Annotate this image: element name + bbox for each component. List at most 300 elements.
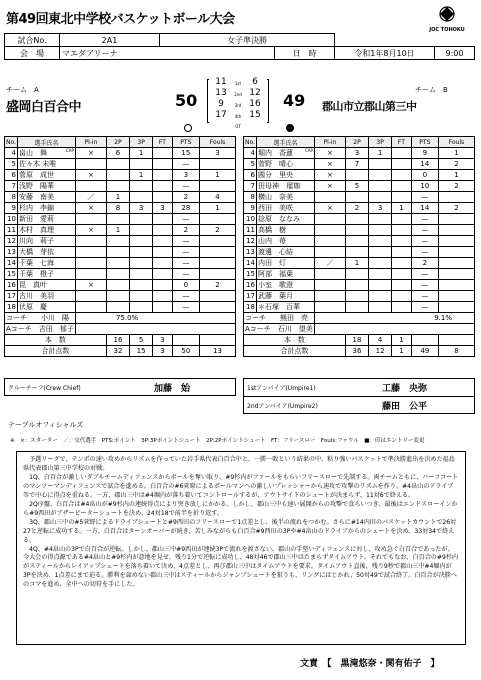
player-no: 17 <box>5 291 18 302</box>
player-ft <box>153 225 172 236</box>
player-pin <box>314 269 345 280</box>
b-s3: 12 <box>369 346 392 357</box>
player-name <box>17 214 75 225</box>
player-no: 14 <box>5 258 18 269</box>
datetime-label: 日 時 <box>275 47 335 60</box>
player-name-text: 阿部 福葉 <box>257 270 293 278</box>
player-fouls <box>200 159 236 170</box>
player-ft <box>392 269 411 280</box>
game-report <box>16 451 466 645</box>
player-fouls: 2 <box>439 203 475 214</box>
player-no: 12 <box>5 236 18 247</box>
player-name <box>256 280 314 291</box>
player-pts: — <box>411 214 438 225</box>
player-ft <box>153 247 172 258</box>
player-name <box>256 214 314 225</box>
player-two <box>345 192 368 203</box>
player-fouls: 2 <box>200 280 236 291</box>
player-no: 11 <box>244 225 257 236</box>
player-no: 6 <box>244 170 257 181</box>
col-pts: PTS <box>411 137 438 148</box>
game-no: 2A1 <box>60 34 160 47</box>
player-pin <box>314 236 345 247</box>
player-three <box>369 225 392 236</box>
a-s3: 15 <box>130 346 153 357</box>
player-fouls: 2 <box>200 225 236 236</box>
player-pin <box>75 159 106 170</box>
report-paragraph: 2Q序盤、白百合は#4畠山が#9杉内の連続得点により突き放しにかかる。しかし、郡山三中も速い展開からの攻撃で食らいつき、最後はエンドスローインから#9西田がブザービーターシュートを決め、24対18で前半を折り返す。 <box>23 500 458 517</box>
player-three <box>369 269 392 280</box>
player-name-text: 武藤 葉月 <box>257 292 293 300</box>
player-name-text: 横山 奈美 <box>257 193 293 201</box>
player-pts: 0 <box>172 280 199 291</box>
player-name <box>256 181 314 192</box>
team-a-score: 50 <box>175 91 198 110</box>
team-a-player-row <box>5 225 236 236</box>
team-a-player-row <box>5 214 236 225</box>
player-name <box>256 225 314 236</box>
player-ft <box>153 214 172 225</box>
player-name <box>17 258 75 269</box>
player-pin: ／ <box>75 192 106 203</box>
player-name <box>256 258 314 269</box>
player-name <box>256 192 314 203</box>
umpire2-label: 2ndアンパイア(Umpire2) <box>247 403 318 410</box>
col-pts: PTS <box>172 137 199 148</box>
acoach-a-name: 吉田 郁子 <box>38 325 74 333</box>
player-pin <box>314 291 345 302</box>
player-fouls <box>200 181 236 192</box>
player-name <box>17 280 75 291</box>
q2-a: 13 <box>215 88 227 98</box>
player-pts: 15 <box>172 148 199 159</box>
player-pts: — <box>172 258 199 269</box>
team-b-player-row <box>244 247 475 258</box>
player-name-text: 木村 真理 <box>18 226 54 234</box>
b-sum-label: 合計点数 <box>244 346 346 357</box>
a-sfouls: 13 <box>200 346 236 357</box>
player-three <box>369 214 392 225</box>
team-b-name: 郡山市立郡山第三中 <box>322 100 417 113</box>
quarter-scores <box>201 77 276 134</box>
team-b-player-row <box>244 225 475 236</box>
player-pin: × <box>314 148 345 159</box>
player-no: 13 <box>5 247 18 258</box>
player-name-text: 田母神 瑠珈 <box>257 182 300 190</box>
player-three <box>130 258 153 269</box>
player-pin: × <box>75 225 106 236</box>
player-ft <box>153 269 172 280</box>
player-three <box>369 302 392 313</box>
player-ft <box>153 170 172 181</box>
col-ft: FT <box>153 137 172 148</box>
legend: ※ ×：スターター ／：交代選手 PTS:ポイント 3P:3Pポイントシュート 2P:2Pポイントシュート FT：フリースロー Fouls:ファウル ■：印はエントリー変更 <box>10 438 425 444</box>
player-no: 13 <box>244 247 257 258</box>
player-fouls <box>200 258 236 269</box>
report-paragraph: 予選リーグで、テンポの速い攻めからリズムを作っていた岩手県代表白百合中と、一勝一敗という結果の中、粘り強いバスケットで準決勝進出を決めた福島県代表郡山第三中学校の対戦。 <box>23 456 455 472</box>
player-ft <box>392 148 411 159</box>
player-two: 5 <box>345 181 368 192</box>
player-name-text: 堀内 香蓮 <box>257 149 293 157</box>
b-sfouls: 8 <box>439 346 475 357</box>
player-name <box>256 159 314 170</box>
team-a-player-row <box>5 291 236 302</box>
team-a-player-row <box>5 280 236 291</box>
player-two <box>106 258 129 269</box>
player-three <box>130 291 153 302</box>
q2-b: 12 <box>249 88 261 98</box>
player-name-text: 川向 莉子 <box>18 237 54 245</box>
b-sft: 1 <box>392 346 411 357</box>
player-two <box>345 170 368 181</box>
player-no: 9 <box>244 203 257 214</box>
player-fouls <box>439 192 475 203</box>
player-two <box>345 247 368 258</box>
player-pts: — <box>172 214 199 225</box>
player-pin: × <box>75 170 106 181</box>
player-ft <box>153 192 172 203</box>
player-pin: × <box>75 148 106 159</box>
player-two: 2 <box>345 203 368 214</box>
player-name <box>17 159 75 170</box>
q3-label: 3rd <box>234 103 242 108</box>
team-a-label: チーム A <box>6 86 39 94</box>
team-b-player-row <box>244 159 475 170</box>
player-two: 1 <box>345 258 368 269</box>
b-h2: 18 <box>345 335 368 346</box>
player-name <box>256 291 314 302</box>
player-pts: — <box>411 192 438 203</box>
player-name <box>256 269 314 280</box>
a-honsu-label: 本 数 <box>5 335 107 346</box>
col-no: No. <box>245 138 255 146</box>
player-three <box>369 192 392 203</box>
player-name-text: 山内 苺 <box>257 237 286 245</box>
team-b-player-row <box>244 203 475 214</box>
crew-chief-name: 加藤 始 <box>154 384 191 394</box>
captain-mark: CAP <box>66 148 74 153</box>
player-two: 1 <box>106 192 129 203</box>
author: 文責 【 黒滝悠奈・関有佑子 】 <box>300 659 440 669</box>
player-name-text: 小室 歌澄 <box>257 281 293 289</box>
player-three <box>130 192 153 203</box>
player-ft: 1 <box>392 203 411 214</box>
col-player: 選手氏名 <box>17 137 75 148</box>
player-ft <box>392 280 411 291</box>
col-pin: Pl-in <box>314 137 345 148</box>
player-name <box>17 170 75 181</box>
player-ft <box>153 302 172 313</box>
col-2p: 2P <box>345 137 368 148</box>
match-info-table <box>4 33 475 60</box>
player-name <box>256 247 314 258</box>
player-three <box>130 181 153 192</box>
player-pin <box>314 280 345 291</box>
player-pts: — <box>172 269 199 280</box>
team-a-player-row <box>5 192 236 203</box>
player-pts: — <box>411 236 438 247</box>
player-name-text: 千葉 橙子 <box>18 270 54 278</box>
player-name-text: 新田 愛莉 <box>18 215 54 223</box>
player-ft <box>153 291 172 302</box>
player-name-text: 佐々木 未唯 <box>18 160 57 168</box>
player-pin <box>75 291 106 302</box>
player-pts: — <box>411 280 438 291</box>
player-fouls <box>439 225 475 236</box>
date: 令和1年8月10日 <box>335 47 435 60</box>
col-fouls: Fouls <box>439 137 475 148</box>
player-ft <box>392 225 411 236</box>
player-pts: 14 <box>411 203 438 214</box>
player-three <box>369 181 392 192</box>
player-two <box>106 269 129 280</box>
a-h2: 16 <box>106 335 129 346</box>
player-pts: — <box>172 302 199 313</box>
player-no: 6 <box>5 170 18 181</box>
player-fouls <box>439 280 475 291</box>
player-fouls: 1 <box>200 203 236 214</box>
player-ft <box>392 302 411 313</box>
player-no: 17 <box>244 291 257 302</box>
player-no: 18 <box>244 302 257 313</box>
col-pin: Pl-in <box>75 137 106 148</box>
q4-b: 15 <box>249 110 261 120</box>
player-two <box>106 170 129 181</box>
player-pts: — <box>411 291 438 302</box>
player-name <box>17 236 75 247</box>
player-name-text: 大橋 芽依 <box>18 248 54 256</box>
q1-a: 11 <box>215 77 227 87</box>
team-b-player-row <box>244 269 475 280</box>
acoach-b-label: Aコーチ <box>245 325 271 333</box>
table-officials-label: テーブルオフィシャルズ <box>8 421 84 429</box>
player-two <box>106 291 129 302</box>
player-two <box>106 181 129 192</box>
player-no: 8 <box>244 192 257 203</box>
venue-label: 会 場 <box>5 47 60 60</box>
player-no: 7 <box>5 181 18 192</box>
q4-a: 17 <box>215 110 227 120</box>
player-name-text: 國分 里央 <box>257 171 293 179</box>
player-fouls: 1 <box>439 148 475 159</box>
col-fouls: Fouls <box>200 137 236 148</box>
player-fouls <box>200 269 236 280</box>
player-pin: × <box>314 181 345 192</box>
tournament-logo <box>422 4 472 34</box>
acoach-a-label: Aコーチ <box>6 325 32 333</box>
player-name-text: 浅野 陽華 <box>18 182 54 190</box>
umpire2-name: 藤田 公平 <box>382 402 428 412</box>
player-pts: 10 <box>411 181 438 192</box>
player-no: 16 <box>244 280 257 291</box>
player-fouls <box>439 247 475 258</box>
player-three <box>130 214 153 225</box>
team-b-player-row <box>244 236 475 247</box>
player-two <box>345 214 368 225</box>
player-three <box>130 159 153 170</box>
player-pin: × <box>75 203 106 214</box>
player-two <box>106 280 129 291</box>
a-hft: 3 <box>153 335 172 346</box>
player-name-text: 昆 真叶 <box>18 281 47 289</box>
player-pts: 28 <box>172 203 199 214</box>
player-name-text: 杉内 李錦 <box>18 204 54 212</box>
player-ft <box>392 214 411 225</box>
player-fouls <box>200 236 236 247</box>
q4-label: 4th <box>234 114 242 119</box>
player-two <box>345 291 368 302</box>
player-no: 11 <box>5 225 18 236</box>
player-no: 7 <box>244 181 257 192</box>
player-pin <box>75 247 106 258</box>
player-name <box>17 181 75 192</box>
report-paragraph: 4Q、#4畠山の3Pで白百合が逆転。しかし、郡山三中#9西田が連続3Pで流れを渡さない。郡山の手堅いディフェンスに対し、攻め急ぐ白百合であったが、今大会の得点源である#4畠山と#9杉内が意地を見せ、残り1分で逆転に成功し、48対46で郡山三中はたまらずタイムアウト。それでもなお、白百合の#9杉内がスティールからレイアップシュートを落ち着いて決め、4点差とし、再び郡山三中はタイムアウトを要求。タイムアウト直後、残り9秒で郡山三中#4堀内が3Pを決め、1点差にまで迫る。勝利を諦めない郡山三中はスティールからジャンプシュートを狙うも、リングにはじかれ、50対49で試合終了。白百合が決勝へのコマを進め、全中への切符を手にした。 <box>23 545 459 589</box>
player-no: 10 <box>5 214 18 225</box>
player-pin <box>314 302 345 313</box>
team-b-player-row <box>244 214 475 225</box>
report-paragraph: 3Q、郡山三中の#5菅野によるドライブシュートと#9西田のフリースローで1点差とし、後半の流れをつかむ。さらに#14内田のバスケットカウントで26対27と逆転に成功する。一方、白百合はターンオーバーが続き、苦しみながらも白百合#9西田の3Pや#4畠山のドライブからのシュートを決め、33対34で終える。 <box>23 518 457 544</box>
player-pts: 2 <box>411 258 438 269</box>
player-no: 5 <box>5 159 18 170</box>
player-ft <box>392 159 411 170</box>
player-three <box>369 258 392 269</box>
b-s2: 36 <box>345 346 368 357</box>
team-a-player-row <box>5 170 236 181</box>
player-pts: 3 <box>172 170 199 181</box>
col-no: No. <box>6 138 16 146</box>
player-no: 10 <box>244 214 257 225</box>
player-fouls <box>439 214 475 225</box>
player-fouls: 1 <box>439 170 475 181</box>
player-ft <box>153 236 172 247</box>
coach-b-pct: 9.1% <box>314 313 474 324</box>
player-pin <box>314 225 345 236</box>
player-no: 4 <box>5 148 18 159</box>
player-fouls <box>200 291 236 302</box>
team-b-player-row <box>244 181 475 192</box>
player-name-text: 安藤 南美 <box>18 193 54 201</box>
captain-mark: CAP <box>305 148 313 153</box>
player-fouls: 1 <box>200 170 236 181</box>
player-pts: — <box>172 236 199 247</box>
player-pin <box>75 258 106 269</box>
player-pts: — <box>172 247 199 258</box>
b-hft: 1 <box>392 335 411 346</box>
player-name <box>256 236 314 247</box>
player-fouls <box>200 247 236 258</box>
team-a-player-row <box>5 203 236 214</box>
player-name-text: 内田 灯 <box>257 259 286 267</box>
col-2p: 2P <box>106 137 129 148</box>
player-fouls <box>200 302 236 313</box>
player-three <box>369 170 392 181</box>
player-fouls: 2 <box>439 181 475 192</box>
player-name <box>256 203 314 214</box>
player-pin <box>75 302 106 313</box>
team-a-player-row <box>5 181 236 192</box>
player-name <box>17 269 75 280</box>
player-name-text: 菅原 成世 <box>18 171 54 179</box>
umpire1-label: 1stアンパイア(Umpire1) <box>247 385 316 392</box>
team-b-player-row <box>244 302 475 313</box>
player-two: 8 <box>106 203 129 214</box>
player-name-text: ＊石塚 百華 <box>257 303 300 311</box>
player-name-text: 捻原 ななみ <box>257 215 300 223</box>
player-name <box>17 302 75 313</box>
player-two <box>106 214 129 225</box>
player-three <box>130 302 153 313</box>
player-fouls <box>439 302 475 313</box>
team-a-player-row <box>5 269 236 280</box>
player-three: 3 <box>369 203 392 214</box>
col-player: 選手氏名 <box>256 137 314 148</box>
player-two: 7 <box>345 159 368 170</box>
player-two <box>106 159 129 170</box>
player-pin <box>75 236 106 247</box>
player-three: 1 <box>130 170 153 181</box>
player-three <box>369 247 392 258</box>
player-name <box>17 192 75 203</box>
a-h3: 5 <box>130 335 153 346</box>
player-name <box>256 302 314 313</box>
player-ft <box>392 181 411 192</box>
player-pts: — <box>411 225 438 236</box>
player-three: 1 <box>369 148 392 159</box>
col-3p: 3P <box>369 137 392 148</box>
player-two <box>345 225 368 236</box>
player-pts: — <box>172 159 199 170</box>
player-no: 15 <box>244 269 257 280</box>
team-a-stats-table <box>4 136 236 357</box>
player-three <box>369 291 392 302</box>
team-b-result-circle <box>286 124 294 132</box>
player-name <box>17 203 75 214</box>
team-a-player-row <box>5 302 236 313</box>
a-sft: 3 <box>153 346 172 357</box>
player-fouls: 4 <box>200 192 236 203</box>
team-a-player-row <box>5 247 236 258</box>
player-three <box>369 159 392 170</box>
player-two <box>345 280 368 291</box>
player-pin: × <box>314 159 345 170</box>
player-name <box>256 148 314 159</box>
player-name-text: 畠山 舞 <box>18 149 47 157</box>
player-pts: — <box>172 291 199 302</box>
q3-a: 9 <box>218 99 224 109</box>
team-a-result-circle <box>184 124 192 132</box>
player-two: 6 <box>106 148 129 159</box>
player-fouls <box>439 236 475 247</box>
venue: マエダアリーナ <box>60 47 275 60</box>
round: 女子準決勝 <box>160 34 335 47</box>
q1-b: 6 <box>252 77 258 87</box>
player-fouls <box>439 269 475 280</box>
player-ft <box>153 148 172 159</box>
team-a-player-row <box>5 258 236 269</box>
player-three <box>130 236 153 247</box>
player-name-text: 菅野 晴心 <box>257 160 293 168</box>
player-name-text: 渡邊 心結 <box>257 248 293 256</box>
player-no: 5 <box>244 159 257 170</box>
acoach-b-name: 石川 望美 <box>277 325 313 333</box>
logo-text: JOC TOHOKU <box>429 27 465 33</box>
player-ft <box>392 291 411 302</box>
player-name <box>17 291 75 302</box>
q2-label: 2nd <box>234 92 242 97</box>
player-two <box>106 236 129 247</box>
player-pts: 2 <box>172 225 199 236</box>
team-b-player-row <box>244 258 475 269</box>
